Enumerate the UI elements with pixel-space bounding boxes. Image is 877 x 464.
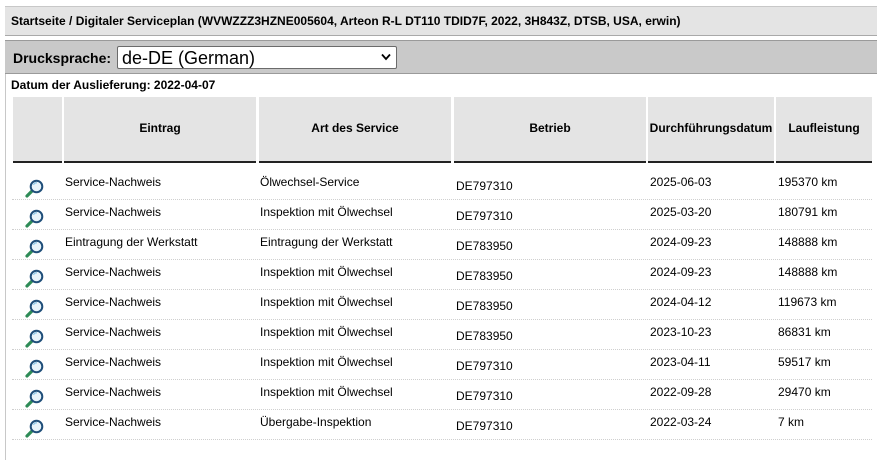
cell-service-type: Inspektion mit Ölwechsel [260, 205, 393, 219]
magnifier-icon[interactable] [25, 418, 45, 438]
cell-date: 2022-09-28 [650, 385, 712, 399]
cell-entry: Service-Nachweis [65, 355, 162, 369]
column-header-mileage [776, 97, 872, 163]
cell-entry: Service-Nachweis [65, 265, 162, 279]
column-header-entry-label: Eintrag [139, 121, 181, 135]
cell-mileage: 86831 km [778, 325, 831, 339]
cell-mileage: 148888 km [778, 235, 838, 249]
magnifier-icon[interactable] [25, 358, 45, 378]
print-language-value: de-DE (German) [122, 48, 256, 68]
magnifier-icon[interactable] [25, 268, 45, 288]
print-language-bar [5, 40, 877, 74]
cell-entry: Service-Nachweis [65, 205, 162, 219]
cell-workshop: DE797310 [456, 209, 513, 223]
cell-entry: Service-Nachweis [65, 325, 162, 339]
cell-entry: Eintragung der Werkstatt [65, 235, 198, 249]
magnifier-icon[interactable] [25, 178, 45, 198]
cell-workshop: DE797310 [456, 419, 513, 433]
cell-mileage: 119673 km [778, 295, 837, 309]
cell-workshop: DE783950 [456, 329, 513, 343]
cell-mileage: 7 km [778, 415, 805, 429]
cell-entry: Service-Nachweis [65, 415, 162, 429]
table-row [12, 260, 872, 290]
column-header-mileage-label: Laufleistung [788, 121, 860, 135]
cell-service-type: Inspektion mit Ölwechsel [260, 385, 393, 399]
table-row [12, 200, 872, 230]
cell-date: 2024-09-23 [650, 235, 712, 249]
left-border [5, 74, 6, 460]
cell-service-type: Inspektion mit Ölwechsel [260, 265, 393, 279]
print-language-label: Drucksprache: [13, 50, 112, 66]
cell-service-type: Inspektion mit Ölwechsel [260, 295, 393, 309]
table-row [12, 320, 872, 350]
column-header-service-type [259, 97, 451, 163]
print-language-select[interactable] [117, 46, 397, 69]
cell-workshop: DE797310 [456, 179, 513, 193]
cell-service-type: Eintragung der Werkstatt [260, 235, 393, 249]
cell-date: 2024-04-12 [650, 295, 712, 309]
cell-service-type: Übergabe-Inspektion [260, 415, 372, 429]
table-row [12, 170, 872, 200]
cell-workshop: DE783950 [456, 239, 513, 253]
column-header-workshop-label: Betrieb [529, 121, 571, 135]
table-row [12, 230, 872, 260]
magnifier-icon[interactable] [25, 208, 45, 228]
cell-date: 2022-03-24 [650, 415, 712, 429]
cell-mileage: 180791 km [778, 205, 838, 219]
column-header-date-label: Durchführungsdatum [649, 121, 773, 135]
cell-workshop: DE797310 [456, 389, 513, 403]
delivery-date: Datum der Auslieferung: 2022-04-07 [11, 78, 216, 92]
column-header-service-type-label: Art des Service [311, 121, 399, 135]
cell-date: 2024-09-23 [650, 265, 712, 279]
magnifier-icon[interactable] [25, 298, 45, 318]
magnifier-icon[interactable] [25, 238, 45, 258]
column-header-workshop [454, 97, 646, 163]
cell-service-type: Inspektion mit Ölwechsel [260, 355, 393, 369]
cell-workshop: DE783950 [456, 299, 513, 313]
breadcrumb[interactable]: Startseite / Digitaler Serviceplan (WVWZZZ3HZNE005604, Arteon R-L DT110 TDID7F, 2022, 3H843Z, DTSB, USA, erwin) [11, 14, 681, 28]
cell-workshop: DE797310 [456, 359, 513, 373]
table-row [12, 290, 872, 320]
cell-entry: Service-Nachweis [65, 295, 162, 309]
column-header-action [13, 97, 62, 163]
table-row [12, 350, 872, 380]
magnifier-icon[interactable] [25, 328, 45, 348]
magnifier-icon[interactable] [25, 388, 45, 408]
cell-mileage: 59517 km [778, 355, 831, 369]
cell-date: 2023-04-11 [650, 355, 711, 369]
cell-date: 2025-03-20 [650, 205, 712, 219]
table-row [12, 410, 872, 440]
cell-entry: Service-Nachweis [65, 175, 162, 189]
cell-service-type: Inspektion mit Ölwechsel [260, 325, 393, 339]
title-bar [5, 6, 877, 36]
cell-service-type: Ölwechsel-Service [260, 175, 360, 189]
cell-workshop: DE783950 [456, 269, 513, 283]
cell-mileage: 29470 km [778, 385, 831, 399]
table-row [12, 380, 872, 410]
service-plan-frame [5, 0, 877, 464]
cell-mileage: 148888 km [778, 265, 838, 279]
cell-entry: Service-Nachweis [65, 385, 162, 399]
cell-date: 2025-06-03 [650, 175, 712, 189]
column-header-entry [64, 97, 256, 163]
cell-date: 2023-10-23 [650, 325, 712, 339]
chevron-down-icon [381, 53, 391, 61]
cell-mileage: 195370 km [778, 175, 838, 189]
column-header-date [648, 97, 774, 163]
